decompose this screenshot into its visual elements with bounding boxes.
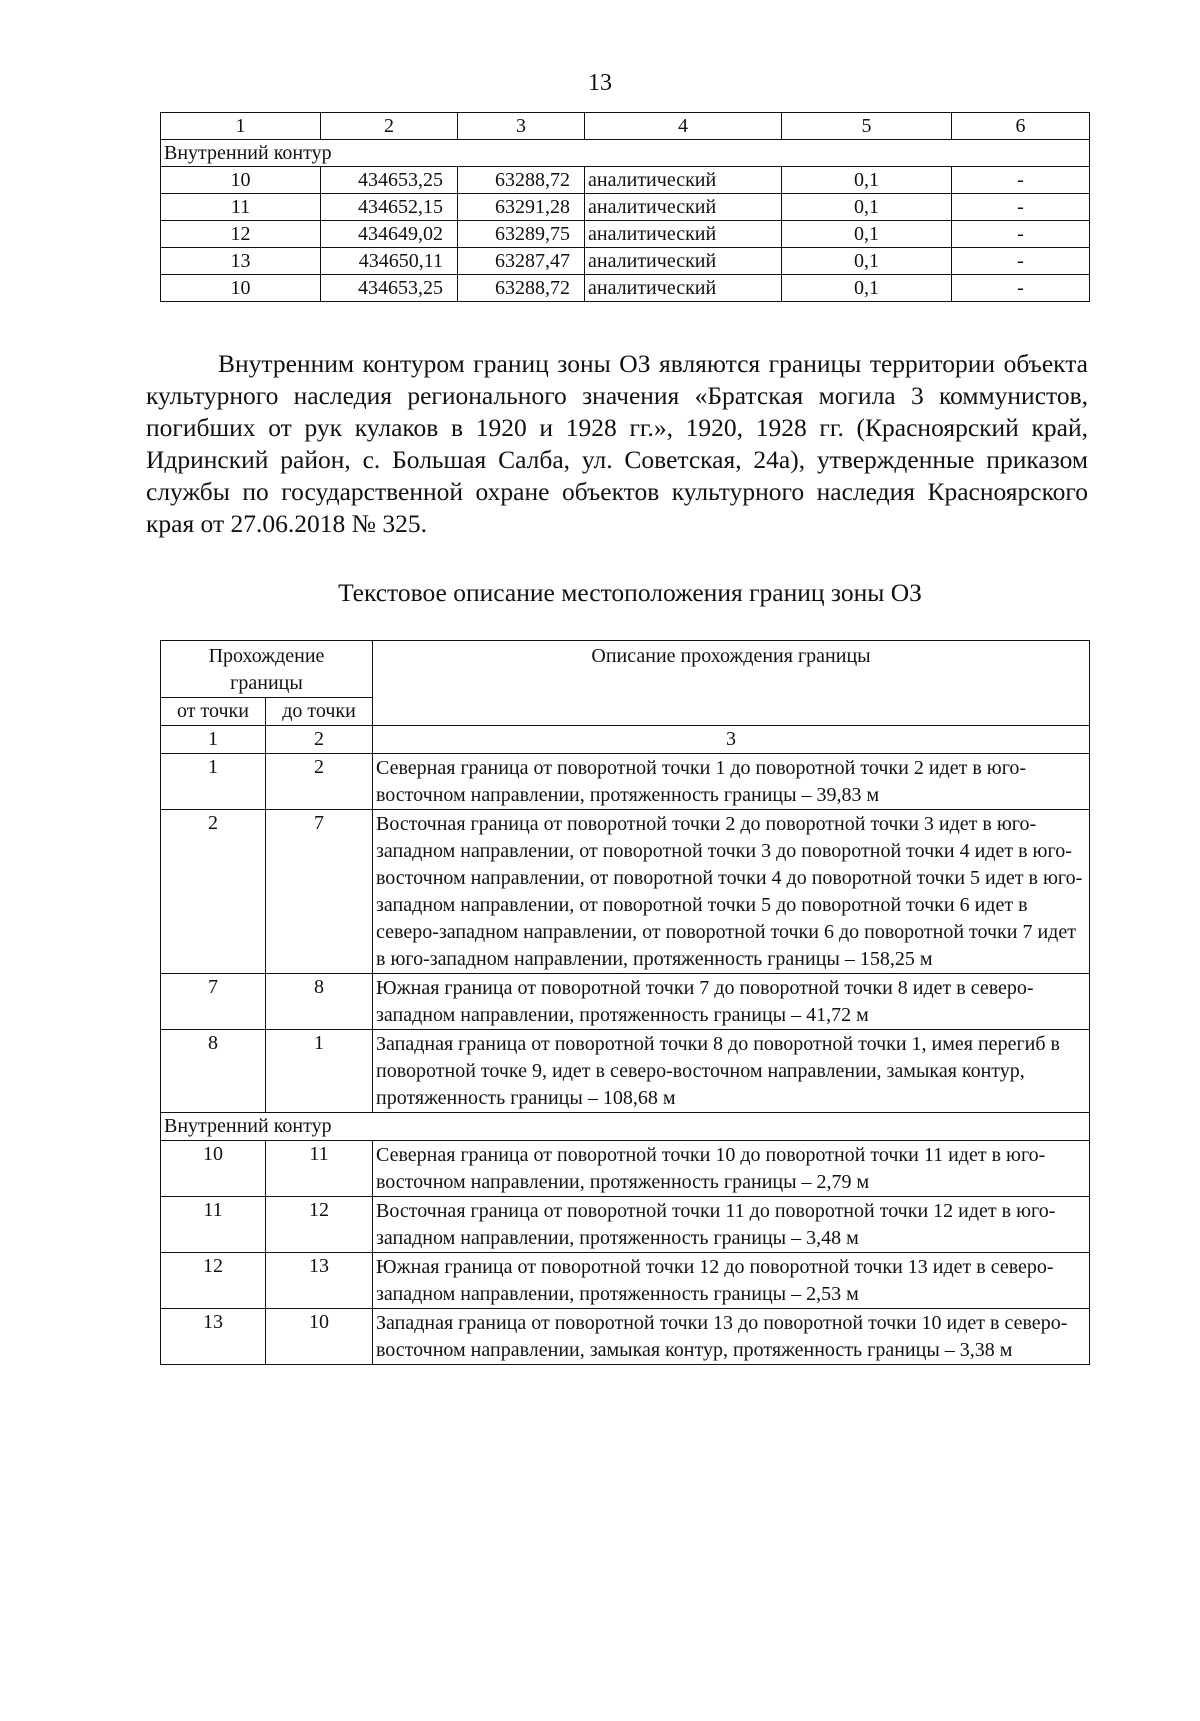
coords-coord-y: 63288,72 xyxy=(458,275,585,302)
desc-row xyxy=(161,974,1090,1030)
coords-section-row xyxy=(161,140,1090,167)
to-point: 12 xyxy=(266,1197,373,1253)
coords-point-number: 13 xyxy=(161,248,321,275)
coords-point-number: 11 xyxy=(161,194,321,221)
header-to: до точки xyxy=(266,698,373,726)
boundary-text: Западная граница от поворотной точки 8 до поворотной точки 1, имея перегиб в поворотной точке 9, идет в северо-восточном направлении, замыкая контур, протяженность границы – 108,68 м xyxy=(373,1030,1090,1113)
to-point: 8 xyxy=(266,974,373,1030)
from-point: 12 xyxy=(161,1253,266,1309)
coords-method: аналитический xyxy=(585,167,782,194)
coords-note: - xyxy=(952,248,1090,275)
coords-coord-x: 434653,25 xyxy=(321,167,458,194)
desc-row xyxy=(161,1030,1090,1113)
coords-accuracy: 0,1 xyxy=(782,275,952,302)
from-point: 11 xyxy=(161,1197,266,1253)
colnum-cell: 2 xyxy=(266,726,373,754)
coords-coord-x: 434653,25 xyxy=(321,275,458,302)
coords-row xyxy=(161,275,1090,302)
desc-header-row xyxy=(161,641,1090,698)
coords-row xyxy=(161,221,1090,248)
coords-note: - xyxy=(952,194,1090,221)
from-point: 13 xyxy=(161,1309,266,1365)
coords-coord-y: 63289,75 xyxy=(458,221,585,248)
coords-header-cell: 6 xyxy=(952,113,1090,140)
from-point: 10 xyxy=(161,1141,266,1197)
coords-accuracy: 0,1 xyxy=(782,194,952,221)
desc-row xyxy=(161,1197,1090,1253)
coordinates-table xyxy=(160,112,1090,302)
coords-header-cell: 1 xyxy=(161,113,321,140)
header-from: от точки xyxy=(161,698,266,726)
coords-row xyxy=(161,167,1090,194)
coords-method: аналитический xyxy=(585,221,782,248)
from-point: 8 xyxy=(161,1030,266,1113)
desc-row xyxy=(161,1253,1090,1309)
page-number: 13 xyxy=(588,70,612,96)
to-point: 2 xyxy=(266,754,373,810)
coords-method: аналитический xyxy=(585,248,782,275)
from-point: 1 xyxy=(161,754,266,810)
header-description: Описание прохождения границы xyxy=(373,641,1090,726)
coords-coord-y: 63287,47 xyxy=(458,248,585,275)
coords-row xyxy=(161,194,1090,221)
desc-row xyxy=(161,1141,1090,1197)
coords-coord-y: 63291,28 xyxy=(458,194,585,221)
header-passage: Прохождение границы xyxy=(161,641,373,698)
coords-point-number: 10 xyxy=(161,167,321,194)
coords-header-cell: 3 xyxy=(458,113,585,140)
coords-coord-x: 434650,11 xyxy=(321,248,458,275)
coords-header-cell: 2 xyxy=(321,113,458,140)
boundary-text: Северная граница от поворотной точки 1 до поворотной точки 2 идет в юго-восточном направлении, протяженность границы – 39,83 м xyxy=(373,754,1090,810)
coords-point-number: 10 xyxy=(161,275,321,302)
to-point: 13 xyxy=(266,1253,373,1309)
coords-point-number: 12 xyxy=(161,221,321,248)
boundary-text: Южная граница от поворотной точки 7 до поворотной точки 8 идет в северо-западном направлении, протяженность границы – 41,72 м xyxy=(373,974,1090,1030)
to-point: 10 xyxy=(266,1309,373,1365)
coords-accuracy: 0,1 xyxy=(782,248,952,275)
coords-row xyxy=(161,248,1090,275)
colnum-cell: 3 xyxy=(373,726,1090,754)
coords-coord-x: 434649,02 xyxy=(321,221,458,248)
colnum-cell: 1 xyxy=(161,726,266,754)
coords-method: аналитический xyxy=(585,275,782,302)
to-point: 7 xyxy=(266,810,373,974)
coords-coord-y: 63288,72 xyxy=(458,167,585,194)
boundary-description-table xyxy=(160,640,1090,1365)
coords-coord-x: 434652,15 xyxy=(321,194,458,221)
to-point: 1 xyxy=(266,1030,373,1113)
boundary-text: Западная граница от поворотной точки 13 до поворотной точки 10 идет в северо-восточном направлении, замыкая контур, протяженность границы – 3,38 м xyxy=(373,1309,1090,1365)
section-heading: Текстовое описание местоположения границ зоны ОЗ xyxy=(338,578,922,607)
from-point: 2 xyxy=(161,810,266,974)
to-point: 11 xyxy=(266,1141,373,1197)
boundary-text: Северная граница от поворотной точки 10 до поворотной точки 11 идет в юго-восточном направлении, протяженность границы – 2,79 м xyxy=(373,1141,1090,1197)
body-paragraph: Внутренним контуром границ зоны ОЗ являются границы территории объекта культурного наследия регионального значения «Братская могила 3 коммунистов, погибших от рук кулаков в 1920 и 1928 гг.», 1920, 1928 гг. (Красноярский край, Идринский район, с. Большая Салба, ул. Советская, 24а), утвержденные приказом службы по государственной охране объектов культурного наследия Красноярского края от 27.06.2018 № 325. xyxy=(146,349,1088,538)
desc-section-label: Внутренний контур xyxy=(161,1113,1090,1141)
coords-note: - xyxy=(952,275,1090,302)
desc-section-row xyxy=(161,1113,1090,1141)
boundary-text: Южная граница от поворотной точки 12 до поворотной точки 13 идет в северо-западном направлении, протяженность границы – 2,53 м xyxy=(373,1253,1090,1309)
desc-row xyxy=(161,1309,1090,1365)
coords-accuracy: 0,1 xyxy=(782,167,952,194)
desc-row xyxy=(161,810,1090,974)
coords-note: - xyxy=(952,221,1090,248)
coords-accuracy: 0,1 xyxy=(782,221,952,248)
coords-method: аналитический xyxy=(585,194,782,221)
coords-header-cell: 5 xyxy=(782,113,952,140)
boundary-text: Восточная граница от поворотной точки 2 до поворотной точки 3 идет в юго-западном направлении, от поворотной точки 3 до поворотной точки 4 идет в юго-восточном направлении, от поворотной точки 4 до поворотной точки 5 идет в юго- западном направлении, от поворотной точки 5 до поворотной точки 6 идет в северо-западном направлении, от поворотной точки 6 до поворотной точки 7 идет в юго-западном направлении, протяженность границы – 158,25 м xyxy=(373,810,1090,974)
desc-colnum-row xyxy=(161,726,1090,754)
coords-header-cell: 4 xyxy=(585,113,782,140)
coords-header-row xyxy=(161,113,1090,140)
desc-row xyxy=(161,754,1090,810)
from-point: 7 xyxy=(161,974,266,1030)
coords-section-label: Внутренний контур xyxy=(161,140,1090,167)
boundary-text: Восточная граница от поворотной точки 11 до поворотной точки 12 идет в юго-западном направлении, протяженность границы – 3,48 м xyxy=(373,1197,1090,1253)
coords-note: - xyxy=(952,167,1090,194)
